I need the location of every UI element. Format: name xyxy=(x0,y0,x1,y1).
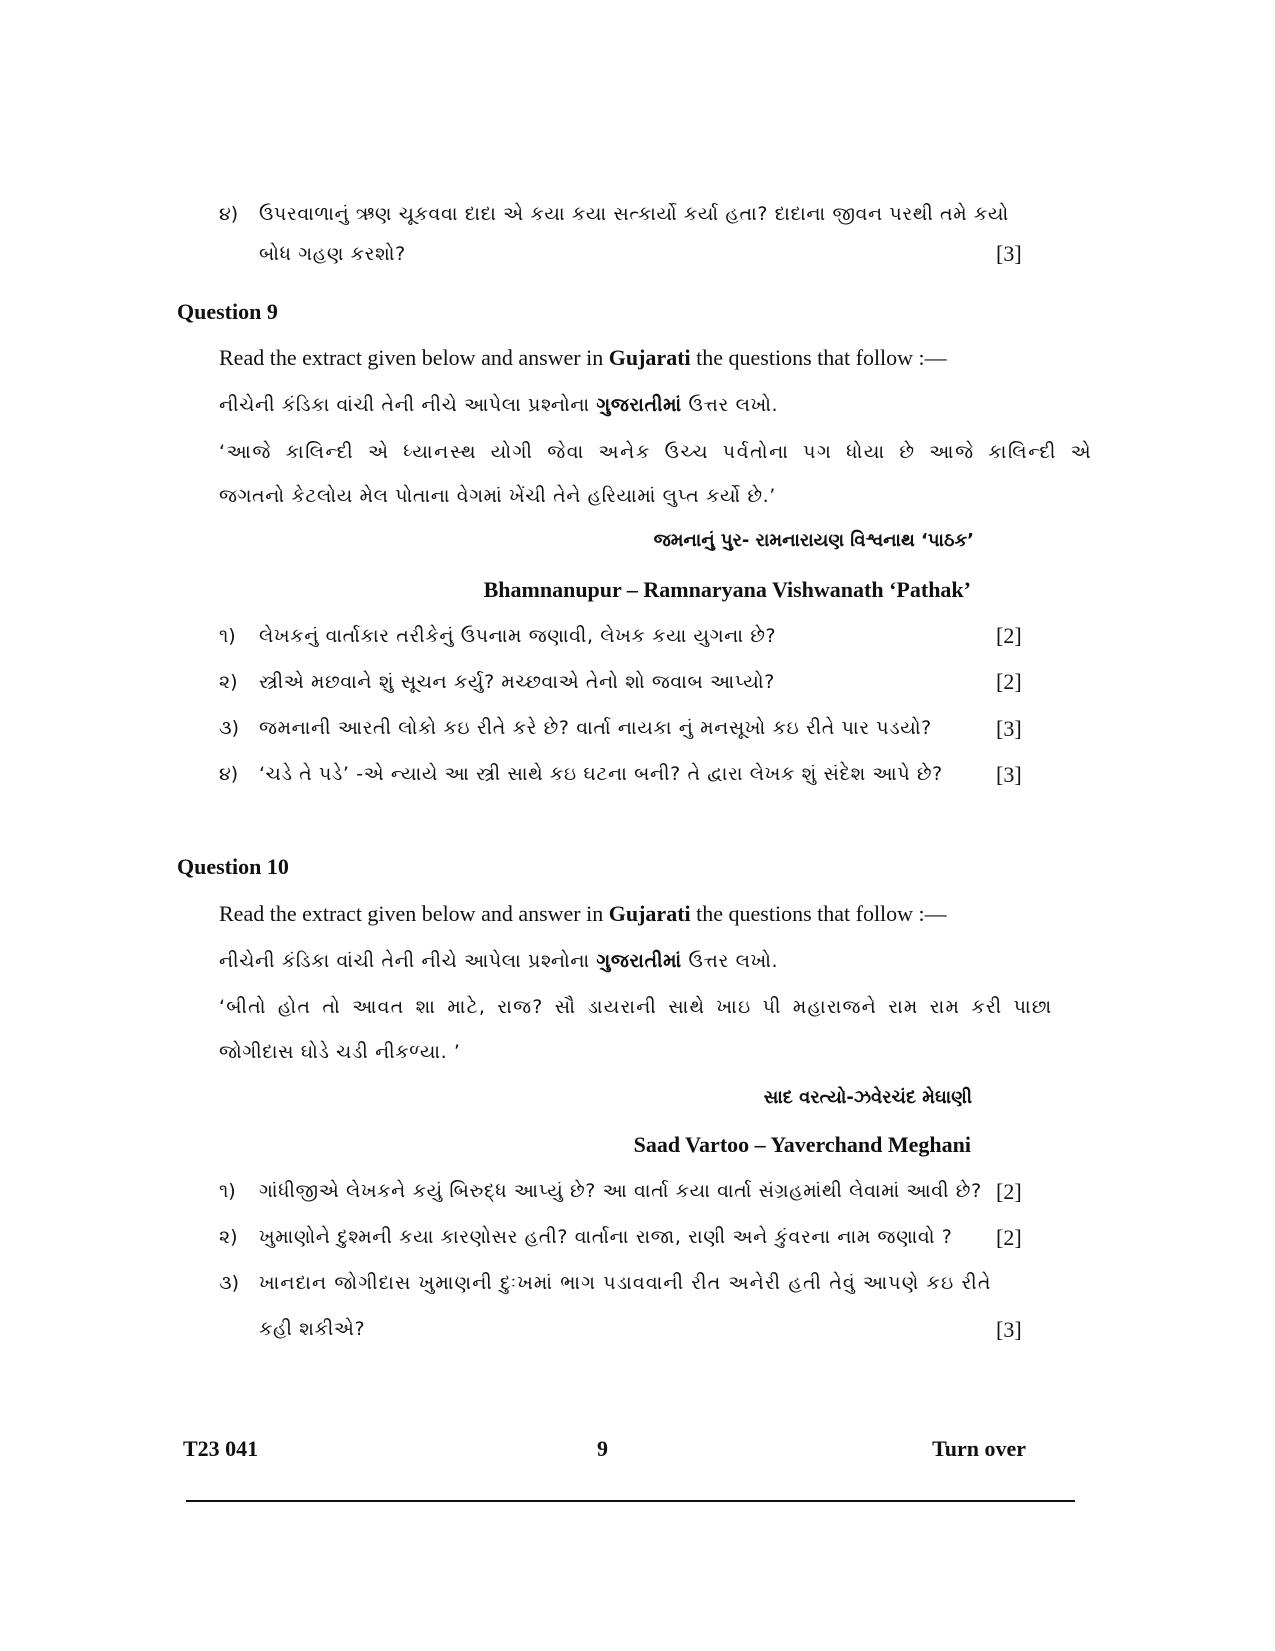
instruction-english xyxy=(219,901,947,927)
marks: [2] xyxy=(996,623,1022,648)
attribution-english: Saad Vartoo – Yaverchand Meghani xyxy=(633,1132,971,1157)
instruction-english xyxy=(219,345,947,371)
instruction-language: Gujarati xyxy=(608,901,691,926)
marks: [2] xyxy=(996,1179,1022,1204)
attribution-gujarati: જમનાનું પુર- રામનારાયણ વિશ્વનાથ ‘પાઠક’ xyxy=(653,530,974,551)
question-text: જમનાની આરતી લોકો કઇ રીતે કરે છે? વાર્તા નાયકા નું મનસૂખો કઇ રીતે પાર પડયો? xyxy=(259,717,932,739)
extract-line: ‘આજે કાલિન્દી એ ધ્યાનસ્થ યોગી જેવા અનેક ઉચ્ચ પર્વતોના પગ ધોયા છે આજે કાલિન્દી એ xyxy=(219,441,1093,463)
instruction-text: Read the extract given below and answer in xyxy=(219,901,609,926)
marks: [3] xyxy=(996,716,1022,741)
question-number: ૧) xyxy=(219,1180,236,1202)
question-text-continued: કહી શકીએ? xyxy=(259,1318,366,1340)
question-heading: Question 9 xyxy=(177,299,278,324)
instruction-text: ઉત્તર લખો. xyxy=(681,394,779,416)
instruction-text: ઉત્તર લખો. xyxy=(681,950,779,972)
marks: [3] xyxy=(996,241,1022,266)
question-text-continued: બોધ ગહણ કરશો? xyxy=(259,243,406,265)
instruction-language: ગુજરાતીમાં xyxy=(596,950,682,972)
instruction-text: the questions that follow :— xyxy=(690,901,947,926)
attribution-gujarati: સાદ વરત્યો-ઝવેરચંદ મેઘાણી xyxy=(763,1087,972,1108)
question-number: ૩) xyxy=(219,717,240,739)
question-number: ૨) xyxy=(219,1226,238,1248)
marks: [2] xyxy=(996,669,1022,694)
question-heading: Question 10 xyxy=(177,854,289,879)
question-text: સ્ત્રીએ મછવાને શું સૂચન કર્યુ? મચ્છવાએ તેનો શો જવાબ આપ્યો? xyxy=(259,671,775,693)
question-number: ૧) xyxy=(219,625,236,647)
instruction-text: નીચેની કંડિકા વાંચી તેની નીચે આપેલા પ્રશ્નોના xyxy=(219,394,597,416)
paper-code: T23 041 xyxy=(183,1436,259,1461)
page-number: 9 xyxy=(597,1436,608,1461)
marks: [2] xyxy=(996,1225,1022,1250)
question-text: ઉપરવાળાનું ઋણ ચૂકવવા દાદા એ કયા કયા સત્કાર્યો કર્યા હતા? દાદાના જીવન પરથી તમે કયો xyxy=(259,203,1009,225)
turn-over-label: Turn over xyxy=(932,1436,1026,1461)
instruction-text: Read the extract given below and answer in xyxy=(219,345,609,370)
marks: [3] xyxy=(996,762,1022,787)
question-text: ખાનદાન જોગીદાસ ખુમાણની દુઃખમાં ભાગ પડાવવાની રીત અનેરી હતી તેવું આપણે કઇ રીતે xyxy=(259,1272,992,1294)
question-text: લેખકનું વાર્તાકાર તરીકેનું ઉપનામ જણાવી, લેખક કયા યુગના છે? xyxy=(259,625,777,647)
extract-line: જોગીદાસ ઘોડે ચડી નીકળ્યા. ’ xyxy=(219,1041,461,1063)
question-number: ૨) xyxy=(219,671,238,693)
instruction-language: ગુજરાતીમાં xyxy=(596,394,682,416)
question-text: ‘ચડે તે પડે’ -એ ન્યાયે આ સ્ત્રી સાથે કઇ ઘટના બની? તે દ્વારા લેખક શું સંદેશ આપે છે? xyxy=(259,763,943,785)
question-number: ૪) xyxy=(219,203,239,225)
question-text: ગાંધીજીએ લેખકને કયું બિરુદ્ધ આપ્યું છે? આ વાર્તા કયા વાર્તા સંગ્રહમાંથી લેવામાં આવી છે? xyxy=(259,1180,982,1202)
question-number: ૪) xyxy=(219,763,239,785)
instruction-language: Gujarati xyxy=(608,345,691,370)
extract-line: જગતનો કેટલોય મેલ પોતાના વેગમાં ખેંચી તેને હરિયામાં લુપ્ત કર્યો છે.’ xyxy=(219,485,776,507)
instruction-text: the questions that follow :— xyxy=(690,345,947,370)
footer-rule xyxy=(186,1500,1075,1502)
instruction-gujarati xyxy=(219,950,778,972)
instruction-text: નીચેની કંડિકા વાંચી તેની નીચે આપેલા પ્રશ્નોના xyxy=(219,950,597,972)
marks: [3] xyxy=(996,1317,1022,1342)
question-text: ખુમાણોને દુશ્મની કયા કારણોસર હતી? વાર્તાના રાજા, રાણી અને કુંવરના નામ જણાવો ? xyxy=(259,1226,953,1248)
extract-line: ‘બીતો હોત તો આવત શા માટે, રાજ? સૌ ડાયરાની સાથે ખાઇ પી મહારાજને રામ રામ કરી પાછા xyxy=(219,996,1053,1018)
question-number: ૩) xyxy=(219,1272,240,1294)
attribution-english: Bhamnanupur – Ramnaryana Vishwanath ‘Pathak’ xyxy=(483,577,971,602)
instruction-gujarati xyxy=(219,394,778,416)
